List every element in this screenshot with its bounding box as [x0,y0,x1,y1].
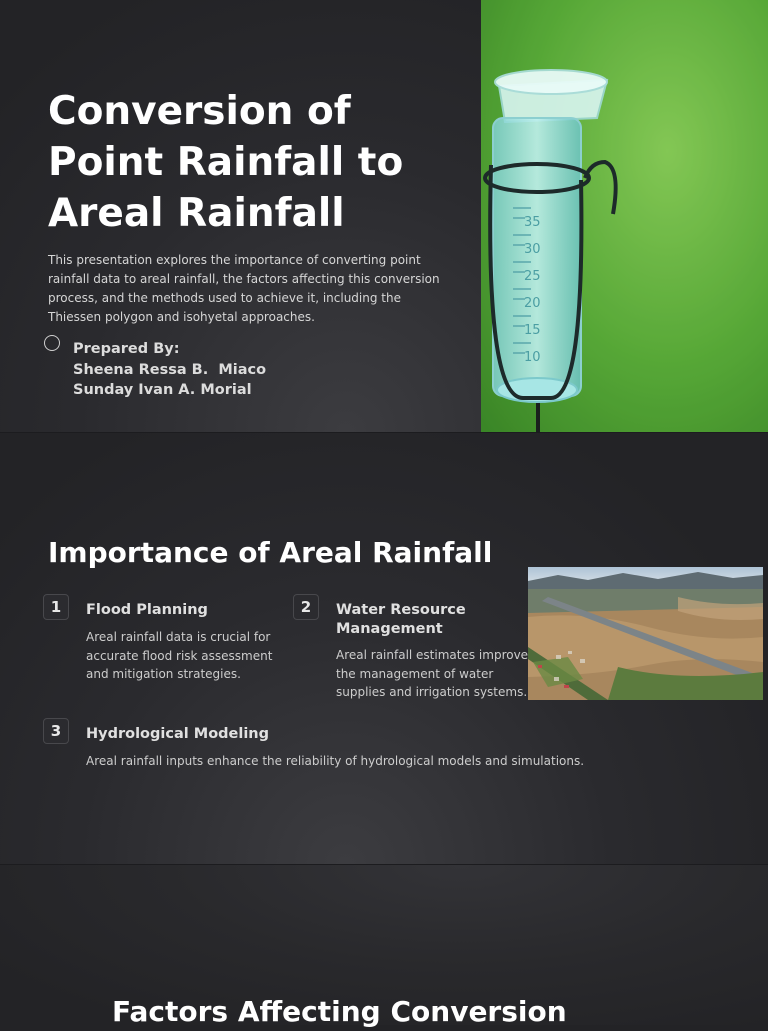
item-title: Hydrological Modeling [86,726,270,742]
gauge-tick-label: 20 [524,296,541,311]
intro-paragraph: This presentation explores the importance of converting point rainfall data to areal rainfall, the factors affecting this conversion process, and the methods used to achieve it, including the Thiessen polygon and isohyetal approaches. [48,253,440,324]
title-slide [0,0,768,432]
gauge-tick-label: 25 [524,269,541,284]
section-title: Factors Affecting Conversion [112,995,567,1028]
prepared-by-label: Prepared By: [73,341,180,357]
item-number-badge: 3 [43,718,69,744]
author-name: Sunday Ivan A. Morial [73,382,252,398]
gauge-tick-label: 15 [524,323,541,338]
gauge-tick-label: 10 [524,350,541,365]
item-number-badge: 2 [293,594,319,620]
item-description: Areal rainfall estimates improve the management of water supplies and irrigation systems. [336,648,529,699]
item-title: Water Resource Management [336,602,466,637]
rain-gauge-photo [481,0,768,432]
gauge-tick-label: 35 [524,215,541,230]
flood-aerial-photo [528,567,763,700]
prepared-by-block [73,339,266,401]
item-title: Flood Planning [86,602,208,618]
page-title: Conversion of Point Rainfall to Areal Rainfall [48,89,404,236]
item-description: Areal rainfall inputs enhance the reliability of hydrological models and simulations. [86,754,585,768]
section-title: Importance of Areal Rainfall [48,536,493,569]
item-description: Areal rainfall data is crucial for accurate flood risk assessment and mitigation strategies. [86,630,273,681]
item-number-badge: 1 [43,594,69,620]
gauge-tick-label: 30 [524,242,541,257]
author-name: Sheena Ressa B. Miaco [73,361,267,378]
radio-circle-icon[interactable] [44,335,60,351]
